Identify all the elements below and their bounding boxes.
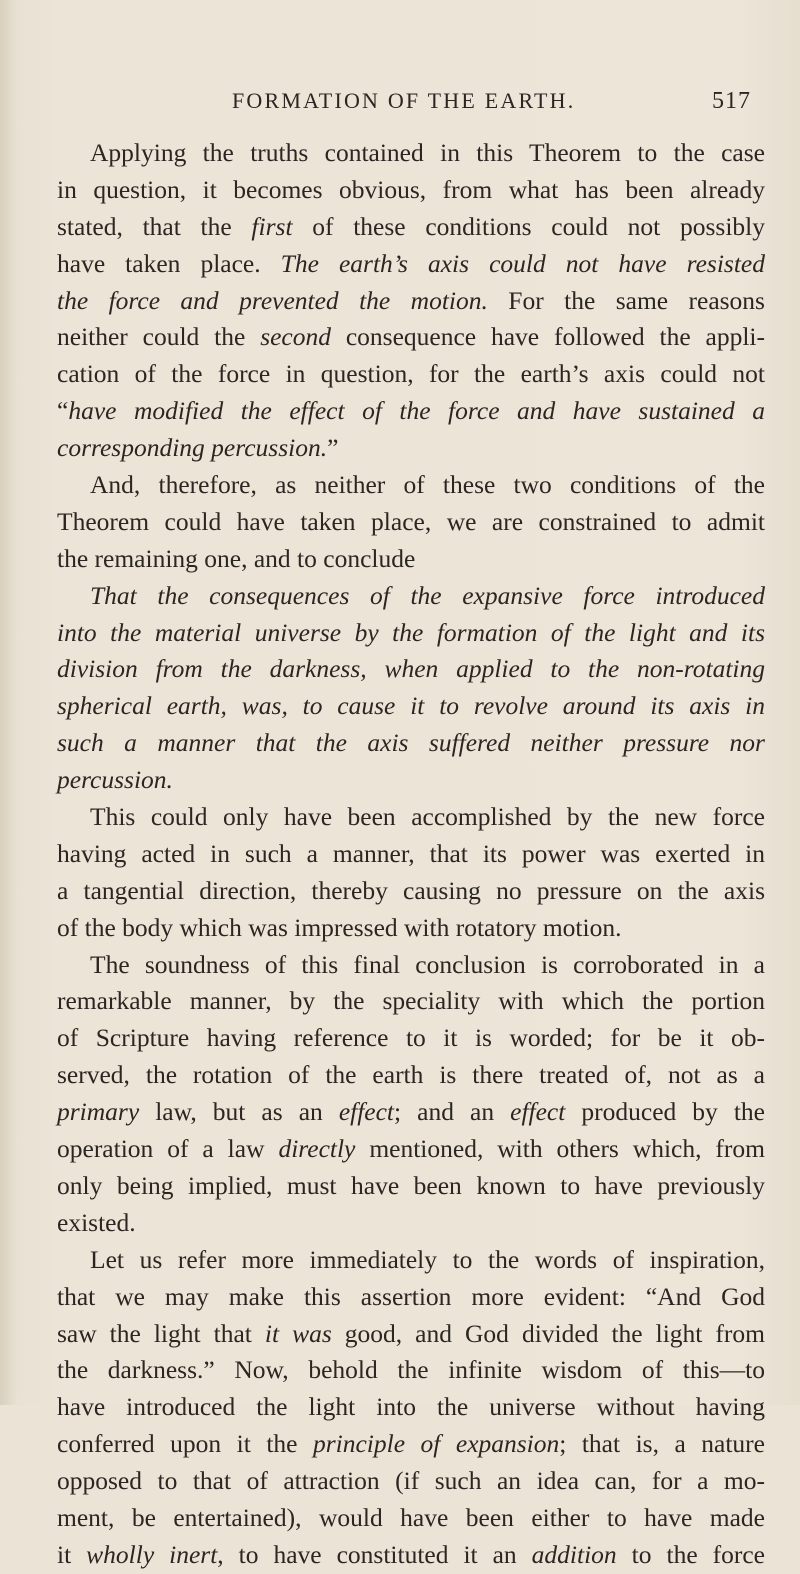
text-line: having acted in such a manner, that its power was exerted in [57, 838, 765, 868]
text-line: existed. [57, 1207, 136, 1237]
text-line: opposed to that of attraction (if such an idea can, for a mo- [57, 1466, 765, 1496]
text-line: Let us refer more immediately to the words of inspiration, [90, 1244, 765, 1274]
text-line: of the body which was impressed with rotatory motion. [57, 912, 622, 942]
text-line: remarkable manner, by the speciality with which the portion [57, 986, 765, 1016]
text-line: cation of the force in question, for the earth’s axis could not [57, 359, 765, 389]
page-number: 517 [712, 88, 751, 114]
text-line: Theorem could have taken place, we are constrained to admit [57, 506, 765, 536]
text-line: it wholly inert, to have constituted it an addition to the force [57, 1539, 765, 1569]
page-header [0, 88, 800, 128]
text-line: saw the light that it was good, and God divided the light from [57, 1318, 765, 1348]
text-line: spherical earth, was, to cause it to revolve around its axis in [57, 691, 765, 721]
text-line: that we may make this assertion more evident: “And God [57, 1281, 765, 1311]
text-line: the darkness.” Now, behold the infinite wisdom of this—to [57, 1355, 765, 1385]
text-line: of Scripture having reference to it is worded; for be it ob- [57, 1023, 765, 1053]
text-line: neither could the second consequence have followed the appli- [57, 322, 765, 352]
running-title: FORMATION OF THE EARTH. [232, 88, 576, 113]
text-line: primary law, but as an effect; and an effect produced by the [57, 1097, 765, 1127]
text-line: conferred upon it the principle of expansion; that is, a nature [57, 1429, 765, 1459]
text-line: such a manner that the axis suffered neither pressure nor [57, 728, 765, 758]
text-line: the force and prevented the motion. For the same reasons [57, 285, 765, 315]
body-text [57, 135, 765, 1574]
text-line: in question, it becomes obvious, from what has been already [57, 174, 765, 204]
text-line: served, the rotation of the earth is there treated of, not as a [57, 1060, 765, 1090]
text-line: only being implied, must have been known to have previously [57, 1170, 765, 1200]
text-line: Applying the truths contained in this Theorem to the case [90, 138, 765, 167]
text-line: corresponding percussion.” [57, 433, 339, 463]
text-line: the remaining one, and to conclude [57, 543, 416, 573]
text-line: The soundness of this final conclusion is corroborated in a [90, 949, 765, 979]
text-line: “have modified the effect of the force and have sustained a [57, 396, 765, 426]
text-line: have taken place. The earth’s axis could not have resisted [57, 248, 765, 278]
text-line: into the material universe by the formation of the light and its [57, 617, 765, 647]
text-line: division from the darkness, when applied to the non-rotating [57, 654, 765, 684]
text-line: That the consequences of the expansive force introduced [90, 580, 765, 610]
text-line: a tangential direction, thereby causing no pressure on the axis [57, 875, 765, 905]
text-line: stated, that the first of these conditions could not possibly [57, 211, 766, 241]
text-line: And, therefore, as neither of these two conditions of the [90, 470, 765, 500]
text-line: ment, be entertained), would have been either to have made [57, 1502, 765, 1532]
text-line: operation of a law directly mentioned, with others which, from [57, 1134, 765, 1164]
text-line: This could only have been accomplished by the new force [90, 802, 765, 832]
text-line: have introduced the light into the universe without having [57, 1392, 765, 1422]
text-line: percussion. [57, 765, 173, 795]
